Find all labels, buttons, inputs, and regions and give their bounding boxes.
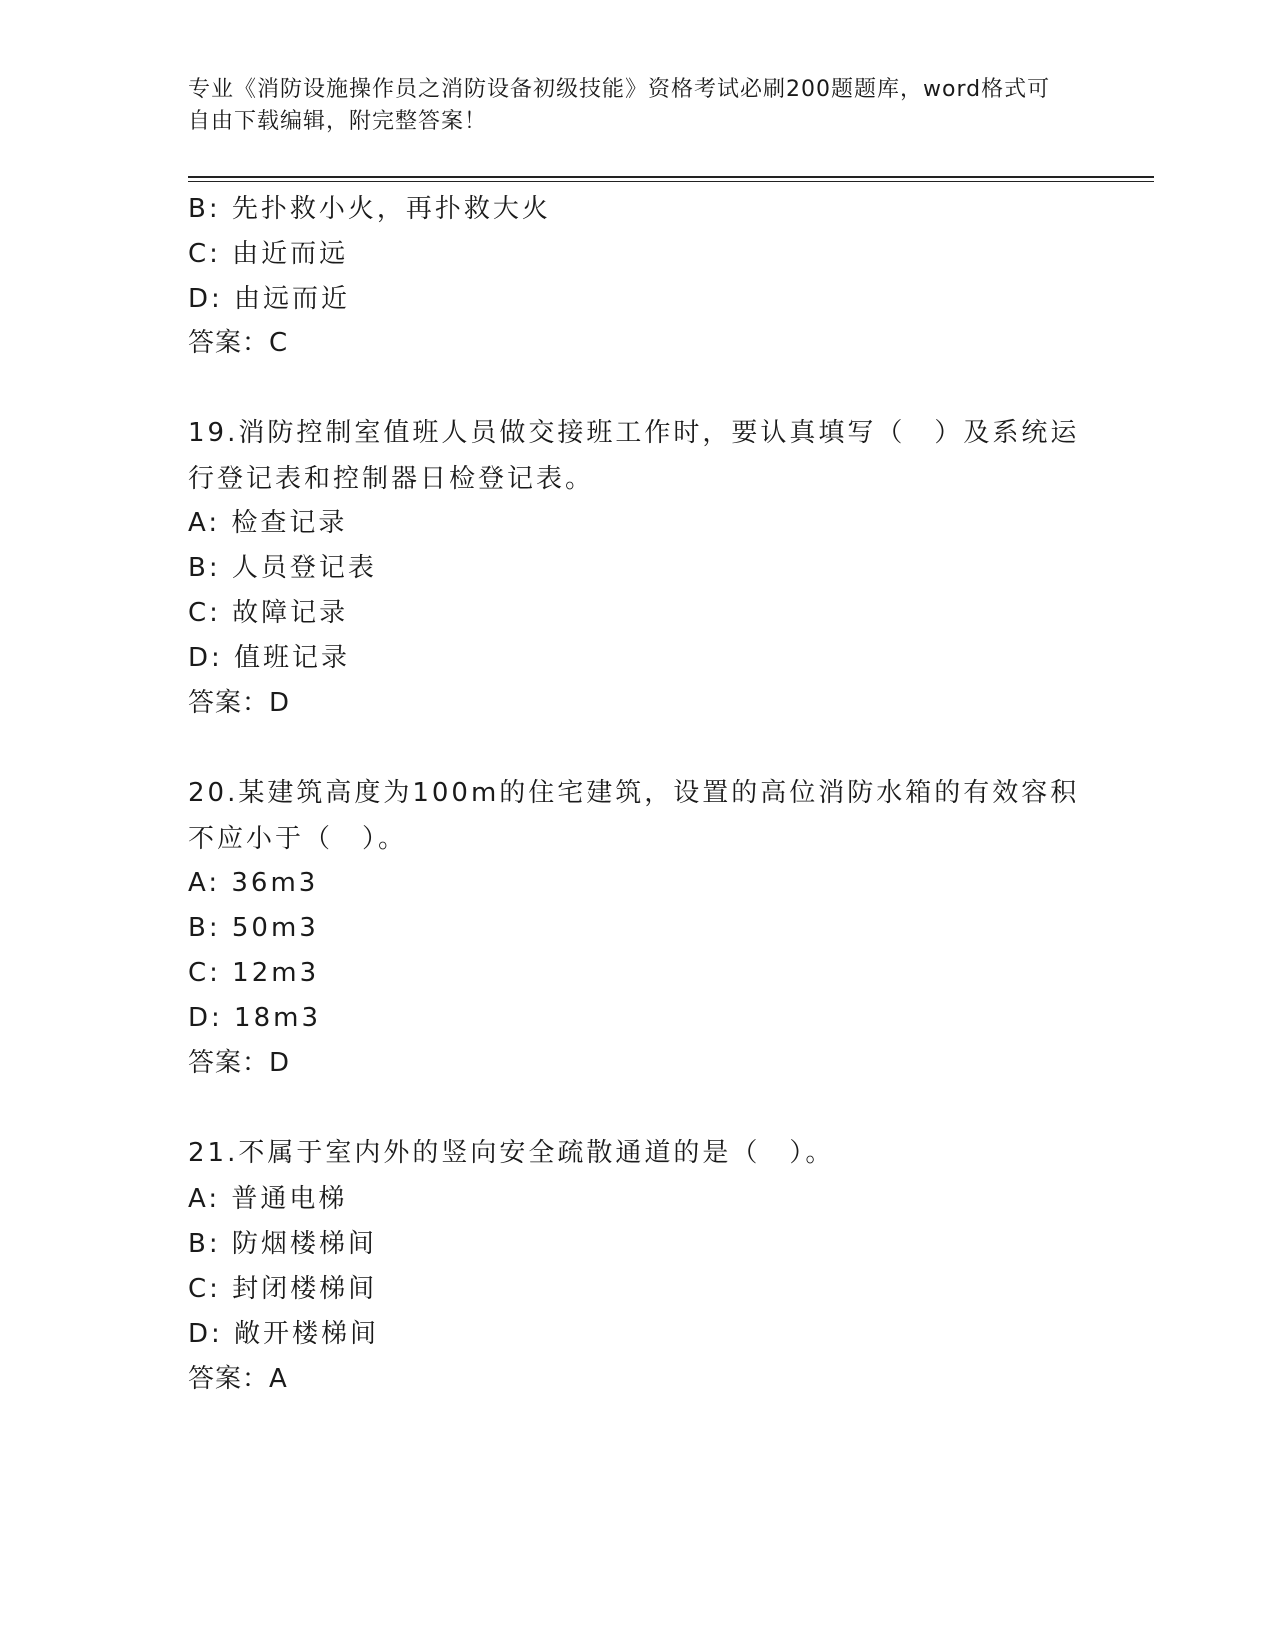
header-divider-thin: [188, 181, 1154, 182]
option-b: B: 先扑救小火，再扑救大火: [188, 194, 551, 224]
option-b: B: 50m3: [188, 913, 319, 943]
answer: 答案：C: [188, 328, 289, 358]
option-c: C: 封闭楼梯间: [188, 1274, 378, 1304]
question-text: 20.某建筑高度为100m的住宅建筑，设置的高位消防水箱的有效容积不应小于（ ）。: [188, 778, 1080, 854]
option-a: A: 检查记录: [188, 508, 348, 538]
answer: 答案：A: [188, 1364, 288, 1394]
option-c: C: 由近而远: [188, 239, 349, 269]
document-header: 专业《消防设施操作员之消防设备初级技能》资格考试必刷200题题库，word格式可自由下载编辑，附完整答案！: [188, 77, 1051, 134]
option-d: D: 18m3: [188, 1003, 321, 1033]
question-text: 21.不属于室内外的竖向安全疏散通道的是（ ）。: [188, 1138, 835, 1168]
header-divider: [188, 176, 1154, 178]
option-b: B: 防烟楼梯间: [188, 1229, 377, 1259]
option-b: B: 人员登记表: [188, 553, 377, 583]
option-d: D: 由远而近: [188, 284, 351, 314]
option-d: D: 值班记录: [188, 643, 351, 673]
option-c: C: 故障记录: [188, 598, 349, 628]
option-c: C: 12m3: [188, 958, 320, 988]
answer: 答案：D: [188, 1048, 291, 1078]
question-text: 19.消防控制室值班人员做交接班工作时，要认真填写（ ）及系统运行登记表和控制器日检登记表。: [188, 418, 1080, 494]
answer: 答案：D: [188, 688, 291, 718]
option-a: A: 36m3: [188, 868, 319, 898]
option-a: A: 普通电梯: [188, 1184, 348, 1214]
option-d: D: 敞开楼梯间: [188, 1319, 380, 1349]
